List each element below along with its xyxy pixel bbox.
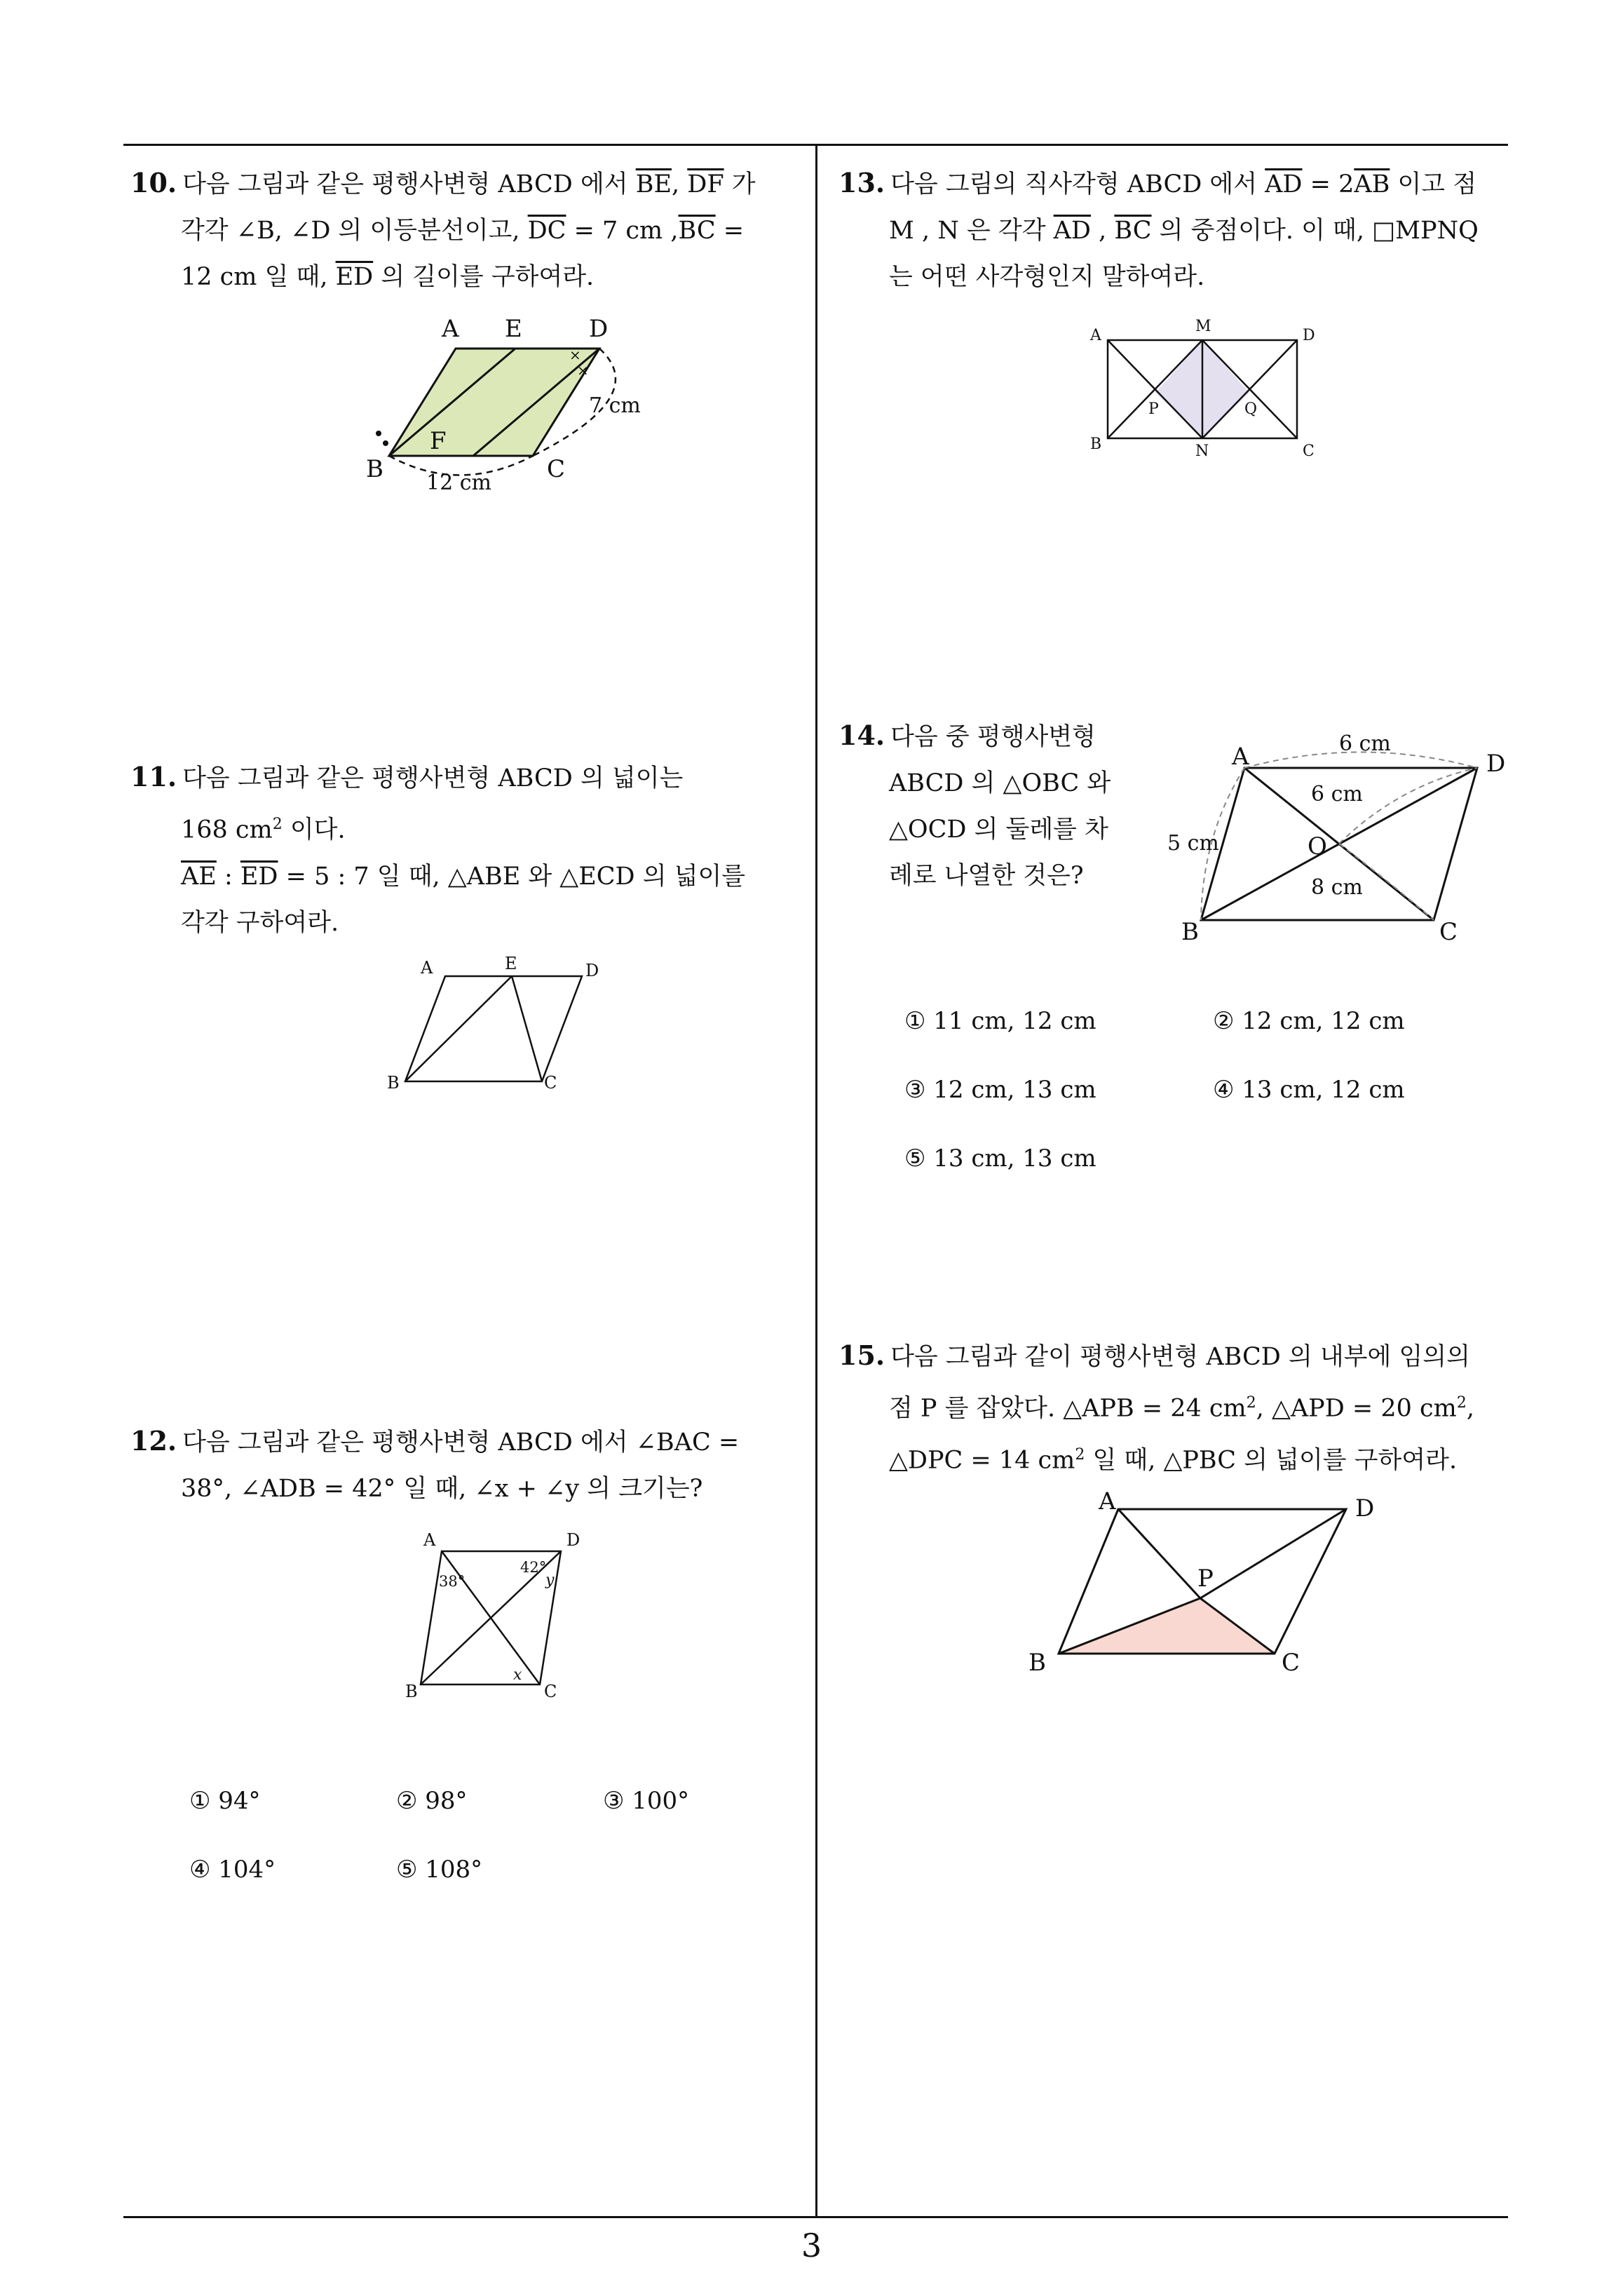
label-c: C — [1303, 443, 1315, 460]
figure-12-parallelogram — [393, 1522, 589, 1704]
label-m: M — [1195, 318, 1211, 335]
problem-number: 10. — [130, 167, 177, 198]
problem-14: 14. 다음 중 평행사변형 ABCD 의 △OBC 와 △OCD 의 둘레를 차 례로 나열한 것은? — [838, 720, 1111, 890]
choice-4[interactable]: ④ 13 cm, 12 cm — [1213, 1076, 1405, 1104]
label-n: N — [1195, 443, 1209, 460]
parallelogram-abcd — [389, 349, 599, 456]
label-a: A — [1099, 1487, 1116, 1515]
label-q: Q — [1244, 400, 1258, 418]
figure-10-parallelogram — [337, 312, 701, 508]
angle-mark-cross: × — [569, 346, 581, 363]
choice-1[interactable]: ① 11 cm, 12 cm — [904, 1007, 1096, 1035]
label-a: A — [442, 315, 459, 343]
label-c: C — [1282, 1649, 1301, 1677]
label-b: B — [1090, 435, 1102, 453]
label-angle-42: 42° — [520, 1559, 547, 1576]
label-d: D — [585, 961, 599, 980]
segment-be — [405, 976, 512, 1081]
segment-ap — [1118, 1509, 1200, 1598]
label-angle-y: y — [545, 1572, 555, 1589]
label-d: D — [1355, 1494, 1375, 1522]
label-oc-length: 8 cm — [1311, 875, 1363, 900]
label-e: E — [505, 315, 522, 343]
label-a: A — [1090, 327, 1101, 344]
figure-11-parallelogram — [379, 954, 610, 1094]
bottom-rule — [123, 2216, 1508, 2218]
column-divider — [815, 144, 817, 2217]
label-angle-x: x — [513, 1666, 522, 1684]
label-d: D — [589, 315, 609, 343]
label-ad-length: 6 cm — [1339, 731, 1391, 756]
choice-4[interactable]: ④ 104° — [189, 1856, 276, 1884]
choice-1[interactable]: ① 94° — [189, 1787, 261, 1815]
problem-15: 15. 다음 그림과 같이 평행사변형 ABCD 의 내부에 임의의 점 P 를 잡았다. △APB = 24 $cm^2$, △APD = 20 $cm^2$, △DPC = 14 $cm^2$ 일 때, △PBC 의 넓이를 구하여라. — [838, 1339, 1474, 1475]
choice-5[interactable]: ⑤ 108° — [396, 1856, 483, 1884]
label-c: C — [1439, 918, 1458, 946]
label-a: A — [1232, 743, 1249, 771]
choice-2[interactable]: ② 12 cm, 12 cm — [1213, 1007, 1405, 1035]
choice-5[interactable]: ⑤ 13 cm, 13 cm — [904, 1144, 1096, 1173]
label-b: B — [1028, 1649, 1046, 1677]
problem-number: 13. — [838, 167, 885, 198]
angle-mark-dot — [383, 440, 388, 446]
label-b: B — [405, 1682, 418, 1701]
label-b: B — [387, 1073, 400, 1093]
label-d: D — [566, 1530, 580, 1550]
label-od-length: 6 cm — [1311, 782, 1363, 806]
angle-mark-cross: × — [577, 362, 589, 379]
label-a: A — [421, 958, 433, 978]
page-number: 3 — [801, 2227, 822, 2264]
label-d: D — [1486, 750, 1506, 778]
label-bc-length: 12 cm — [426, 471, 491, 495]
figure-13-rectangle — [1080, 316, 1332, 463]
problem-12: 12. 다음 그림과 같은 평행사변형 ABCD 에서 ∠BAC = 38°, ∠ADB = 42° 일 때, ∠x + ∠y 의 크기는? — [130, 1425, 740, 1503]
label-a: A — [423, 1530, 436, 1550]
label-p: P — [1197, 1565, 1214, 1593]
label-c: C — [544, 1073, 557, 1093]
label-dc-length: 7 cm — [589, 393, 641, 418]
triangle-pbc — [1059, 1598, 1275, 1654]
problem-11: 11. 다음 그림과 같은 평행사변형 ABCD 의 넓이는 168 $cm^2$ 이다. $\overline{AE}$ : $\overline{ED} = 5$ : 7 일 때, △ABE 와 △ECD 의 넓이를 각각 구하여라. — [130, 761, 746, 937]
label-e: E — [505, 954, 517, 973]
label-c: C — [544, 1682, 557, 1701]
problem-number: 15. — [838, 1339, 885, 1371]
problem-number: 12. — [130, 1425, 177, 1457]
label-ab-length: 5 cm — [1167, 831, 1219, 856]
figure-14-parallelogram — [1167, 722, 1532, 954]
angle-mark-dot — [376, 431, 381, 436]
problem-number: 14. — [838, 720, 885, 751]
label-p: P — [1148, 400, 1159, 418]
problem-13: 13. 다음 그림의 직사각형 ABCD 에서 $\overline{AD} = 2\overline{AB}$ 이고 점 M , N 은 각각 $\overline{AD}$ , $\overline{BC}$ 의 중점이다. 이 때, □MPNQ 는 어떤 사각형인지 말하여라. — [838, 167, 1479, 291]
label-angle-38: 38° — [439, 1573, 466, 1590]
label-c: C — [547, 455, 566, 483]
label-d: D — [1303, 327, 1315, 344]
label-f: F — [430, 427, 447, 455]
parallelogram-abcd — [405, 976, 582, 1081]
label-b: B — [1181, 918, 1199, 946]
choice-3[interactable]: ③ 100° — [603, 1787, 690, 1815]
figure-15-parallelogram — [1020, 1487, 1413, 1697]
segment-ec — [512, 976, 542, 1081]
label-b: B — [366, 455, 383, 483]
label-o: O — [1308, 832, 1327, 860]
choice-3[interactable]: ③ 12 cm, 13 cm — [904, 1076, 1096, 1104]
choice-2[interactable]: ② 98° — [396, 1787, 468, 1815]
problem-number: 11. — [130, 761, 177, 792]
problem-10: 10. 다음 그림과 같은 평행사변형 ABCD 에서 $\overline{BE}$, $\overline{DF}$ 가 각각 ∠B, ∠D 의 이등분선이고, $\overline{DC} = 7$ cm $,\overline{BC}$ = 12 cm 일 때, $\overline{ED}$ 의 길이를 구하여라. — [130, 167, 756, 291]
